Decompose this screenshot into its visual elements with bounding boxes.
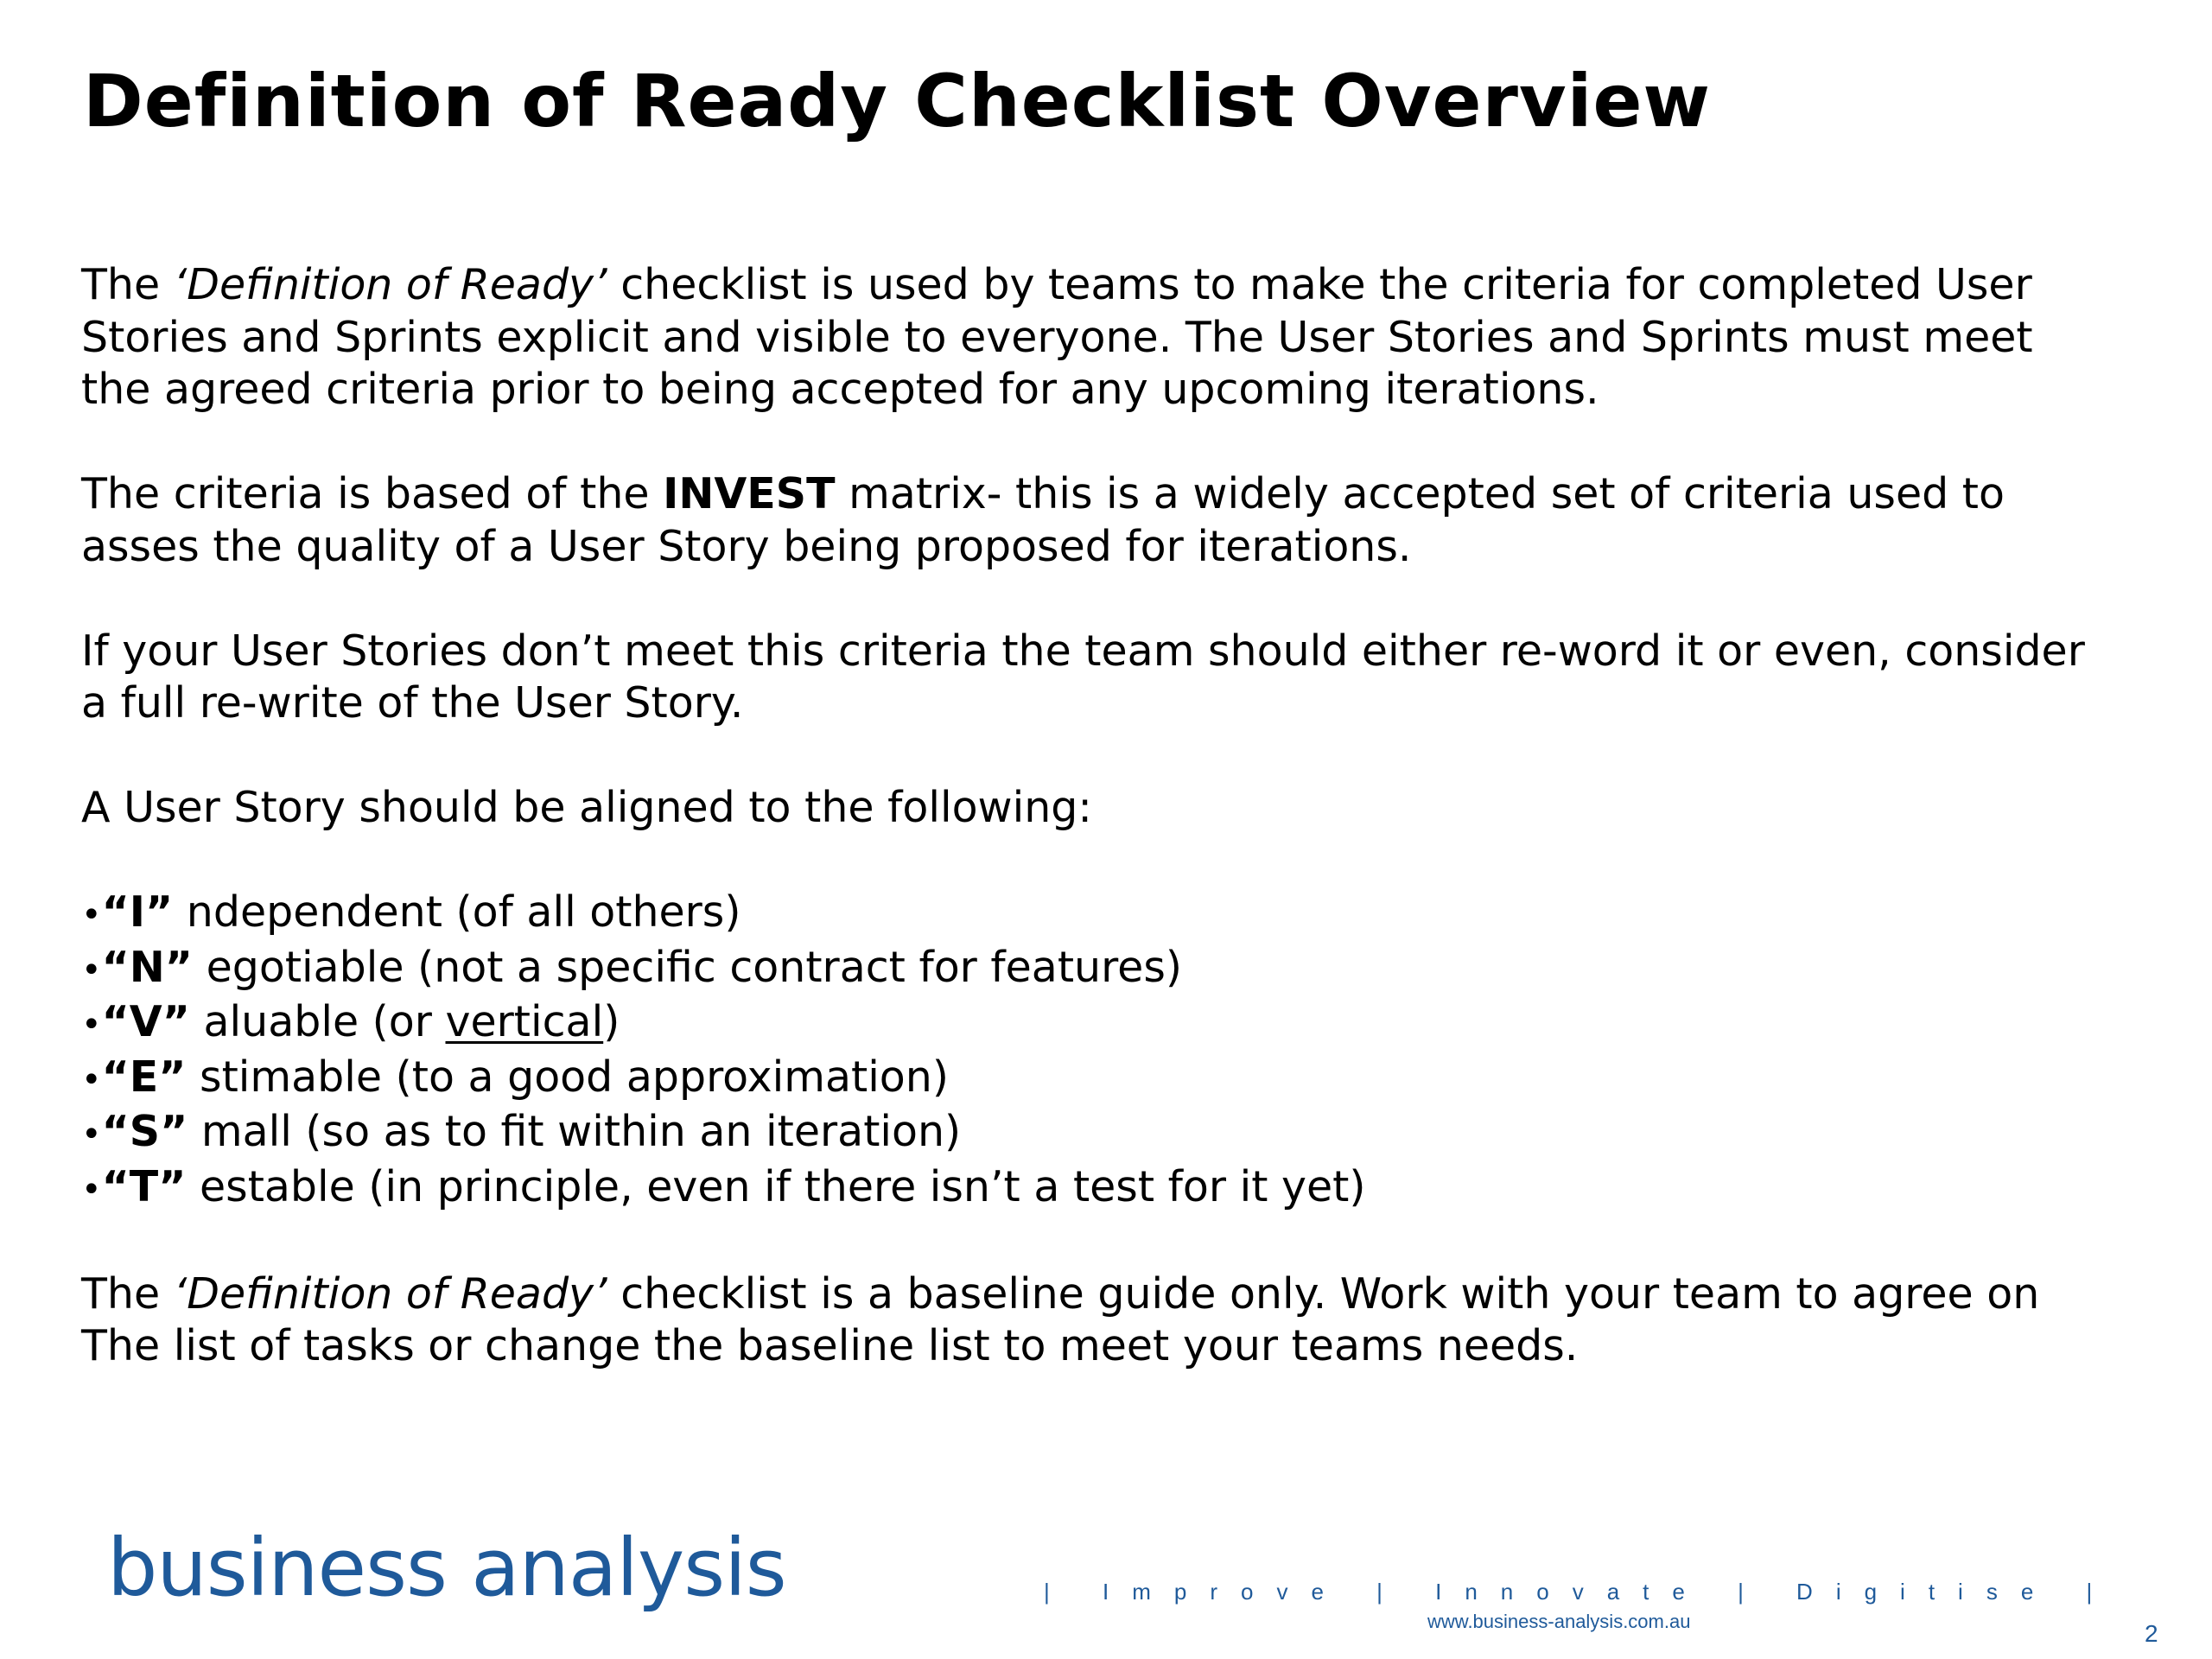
baseline-emphasis: ‘Definition of Ready’ <box>173 1268 607 1319</box>
invest-lead: The criteria is based of the <box>81 469 664 518</box>
invest-letter: “I” <box>101 887 174 937</box>
invest-keyword: INVEST <box>663 469 836 518</box>
invest-letter: “S” <box>101 1107 188 1156</box>
invest-letter: “V” <box>101 997 190 1046</box>
intro-paragraph <box>81 259 2172 416</box>
intro-emphasis: ‘Definition of Ready’ <box>173 260 607 309</box>
tagline: | Improve | Innovate | Digitise | <box>1044 1579 2116 1605</box>
invest-text: mall (so as to fit within an iteration) <box>188 1107 962 1156</box>
rewrite-paragraph <box>81 626 2172 730</box>
list-item <box>81 996 2172 1052</box>
page-number: 2 <box>2145 1620 2158 1647</box>
bullet-marker: • <box>81 950 102 990</box>
bullet-marker: • <box>81 895 102 935</box>
invest-text: egotiable (not a specific contract for features) <box>193 942 1182 992</box>
page-title: Definition of Ready Checklist Overview <box>83 59 1712 143</box>
intro-lead: The <box>81 260 174 309</box>
list-item <box>81 1106 2172 1161</box>
baseline-line2: The list of tasks or change the baseline list to meet your teams needs. <box>81 1321 1579 1370</box>
invest-text: aluable (or <box>189 997 446 1046</box>
bullet-marker: • <box>81 1115 102 1154</box>
invest-line1: matrix- this is a widely accepted set of criteria used to <box>835 469 2005 518</box>
invest-text: stimable (to a good approximation) <box>186 1052 949 1102</box>
rewrite-line2: a full re-write of the User Story. <box>81 678 744 728</box>
list-item <box>81 1161 2172 1217</box>
invest-letter: “N” <box>101 942 194 992</box>
invest-text: estable (in principle, even if there isn’t a test for it yet) <box>186 1161 1366 1211</box>
invest-text-after: ) <box>603 997 620 1046</box>
intro-line1: checklist is used by teams to make the criteria for completed User <box>607 260 2032 309</box>
invest-list <box>81 887 2172 1216</box>
bullet-marker: • <box>81 1059 102 1100</box>
invest-paragraph <box>81 468 2172 573</box>
baseline-lead: The <box>81 1268 174 1319</box>
rewrite-line1: If your User Stories don’t meet this criteria the team should either re-word it or even, consider <box>81 626 2085 676</box>
website-url: www.business-analysis.com.au <box>1427 1611 1691 1632</box>
list-item <box>81 942 2172 997</box>
invest-text: ndependent (of all others) <box>173 887 741 937</box>
invest-letter: “E” <box>101 1052 187 1102</box>
intro-line2: Stories and Sprints explicit and visible to everyone. The User Stories and Sprints must meet <box>81 312 2033 362</box>
bullet-marker: • <box>81 1169 102 1210</box>
baseline-line1: checklist is a baseline guide only. Work with your team to agree on <box>607 1268 2040 1319</box>
bullet-marker: • <box>81 1005 102 1045</box>
invest-line2: asses the quality of a User Story being proposed for iterations. <box>81 521 1412 571</box>
baseline-paragraph <box>81 1268 2172 1373</box>
slide-body <box>81 259 2172 1373</box>
list-item <box>81 1052 2172 1107</box>
intro-line3: the agreed criteria prior to being accepted for any upcoming iterations. <box>81 365 1599 414</box>
vertical-underlined: vertical <box>445 997 604 1046</box>
alignment-paragraph: A User Story should be aligned to the following: <box>81 783 1092 832</box>
business-analysis-logo: business analysis <box>107 1522 786 1614</box>
list-item <box>81 887 2172 942</box>
invest-letter: “T” <box>101 1161 187 1211</box>
